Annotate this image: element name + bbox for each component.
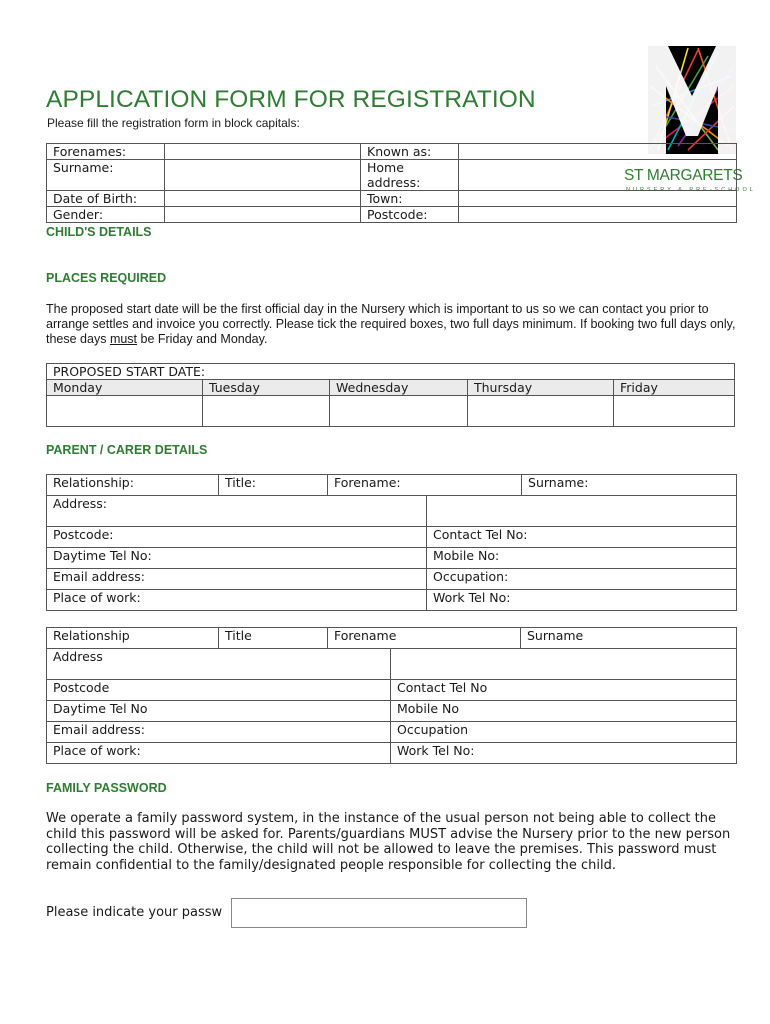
- school-logo: [648, 46, 736, 154]
- p1-label-surname: Surname:: [522, 475, 737, 496]
- day-header-tuesday: Tuesday: [203, 380, 330, 396]
- label-gender: Gender:: [47, 207, 165, 223]
- places-intro: [46, 302, 736, 347]
- p1-label-work-tel: Work Tel No:: [427, 590, 737, 611]
- places-intro-text: The proposed start date will be the first official day in the Nursery which is important to us so we can contact you prior to arrange settles and invoice you correctly. Please tick the required boxes, two full days minimum. If booking two full days only, these days: [46, 302, 736, 346]
- p1-address-field[interactable]: [427, 496, 737, 527]
- p1-label-contact-tel: Contact Tel No:: [427, 527, 737, 548]
- password-explanation: We operate a family password system, in the instance of the usual person not being able to collect the child this password will be asked for. Parents/guardians MUST advise the Nursery prior to the new person collecting the child. Otherwise, the child will not be allowed to leave the premises. This password must remain confidential to the family/designated people responsible for collecting the child.: [46, 811, 731, 873]
- label-forenames: Forenames:: [47, 144, 165, 160]
- password-input[interactable]: [231, 898, 527, 928]
- p2-label-work-tel: Work Tel No:: [391, 743, 737, 764]
- known-as-field[interactable]: [459, 144, 737, 160]
- logo-name: ST MARGARETS: [624, 167, 743, 184]
- p2-label-title: Title: [219, 628, 328, 649]
- home-address-field[interactable]: [459, 160, 737, 191]
- day-box-wednesday[interactable]: [330, 396, 468, 427]
- places-table: [46, 363, 735, 427]
- label-surname: Surname:: [47, 160, 165, 191]
- day-box-friday[interactable]: [614, 396, 735, 427]
- p1-label-email: Email address:: [47, 569, 427, 590]
- label-dob: Date of Birth:: [47, 191, 165, 207]
- section-child-details: CHILD'S DETAILS: [46, 225, 152, 239]
- p2-label-mobile: Mobile No: [391, 701, 737, 722]
- page-title: APPLICATION FORM FOR REGISTRATION: [46, 86, 536, 113]
- day-header-friday: Friday: [614, 380, 735, 396]
- p2-label-occupation: Occupation: [391, 722, 737, 743]
- p2-label-contact-tel: Contact Tel No: [391, 680, 737, 701]
- section-family-password: FAMILY PASSWORD: [46, 781, 167, 795]
- parent1-table: [46, 474, 737, 611]
- places-intro-must: must: [109, 332, 138, 346]
- p1-label-mobile: Mobile No:: [427, 548, 737, 569]
- p2-address-field[interactable]: [391, 649, 737, 680]
- day-box-thursday[interactable]: [468, 396, 614, 427]
- p1-label-postcode: Postcode:: [47, 527, 427, 548]
- gender-field[interactable]: [165, 207, 361, 223]
- p2-label-postcode: Postcode: [47, 680, 391, 701]
- town-field[interactable]: [459, 191, 737, 207]
- section-places-required: PLACES REQUIRED: [46, 271, 167, 285]
- p2-label-relationship: Relationship: [47, 628, 219, 649]
- p2-label-place-of-work: Place of work:: [47, 743, 391, 764]
- p2-label-email: Email address:: [47, 722, 391, 743]
- p2-label-surname: Surname: [521, 628, 737, 649]
- p1-label-title: Title:: [219, 475, 328, 496]
- p2-label-forename: Forename: [328, 628, 521, 649]
- p2-label-address: Address: [47, 649, 391, 680]
- label-home-address: Home address:: [361, 160, 459, 191]
- places-intro-end: be Friday and Monday.: [137, 332, 268, 346]
- section-parent-carer: PARENT / CARER DETAILS: [46, 443, 208, 457]
- label-known-as: Known as:: [361, 144, 459, 160]
- proposed-start-date-label: PROPOSED START DATE:: [47, 364, 735, 380]
- p1-label-forename: Forename:: [328, 475, 522, 496]
- day-header-monday: Monday: [47, 380, 203, 396]
- p1-label-occupation: Occupation:: [427, 569, 737, 590]
- day-box-tuesday[interactable]: [203, 396, 330, 427]
- day-header-thursday: Thursday: [468, 380, 614, 396]
- child-details-table: [46, 143, 737, 223]
- postcode-field[interactable]: [459, 207, 737, 223]
- logo-tagline: NURSERY & PRE-SCHOOL: [626, 187, 756, 193]
- day-box-monday[interactable]: [47, 396, 203, 427]
- day-header-wednesday: Wednesday: [330, 380, 468, 396]
- surname-field[interactable]: [165, 160, 361, 191]
- dob-field[interactable]: [165, 191, 361, 207]
- p1-label-relationship: Relationship:: [47, 475, 219, 496]
- forenames-field[interactable]: [165, 144, 361, 160]
- p1-label-daytime-tel: Daytime Tel No:: [47, 548, 427, 569]
- label-town: Town:: [361, 191, 459, 207]
- p1-label-address: Address:: [47, 496, 427, 527]
- p1-label-place-of-work: Place of work:: [47, 590, 427, 611]
- page-subtitle: Please fill the registration form in block capitals:: [47, 116, 300, 130]
- p2-label-daytime-tel: Daytime Tel No: [47, 701, 391, 722]
- label-postcode: Postcode:: [361, 207, 459, 223]
- parent2-table: [46, 627, 737, 764]
- password-prompt: Please indicate your passw: [46, 905, 223, 920]
